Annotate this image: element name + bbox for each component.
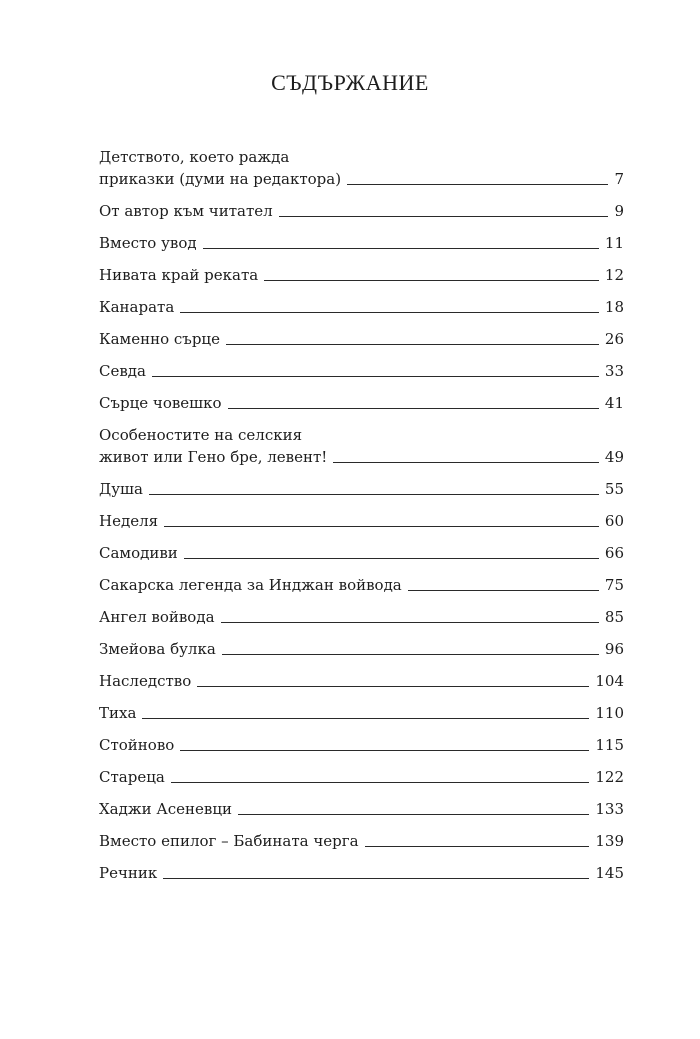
- toc-entry[interactable]: [99, 328, 624, 350]
- toc-entry-title: Севда: [99, 362, 146, 380]
- toc-entry-title: Каменно сърце: [99, 330, 220, 348]
- toc-leader-line: [264, 279, 599, 281]
- toc-entry[interactable]: [99, 862, 624, 884]
- toc-entry[interactable]: [99, 424, 624, 468]
- toc-entry[interactable]: [99, 766, 624, 788]
- toc-entry-title: Нивата край реката: [99, 266, 259, 284]
- toc-entry[interactable]: [99, 830, 624, 852]
- toc-leader-line: [279, 215, 609, 217]
- toc-page-number: 11: [604, 234, 624, 252]
- toc-entry-title: От автор към читател: [99, 202, 273, 220]
- toc-page-number: 26: [604, 330, 624, 348]
- toc-entry-title: Речник: [99, 864, 158, 882]
- toc-page-number: 49: [604, 448, 624, 466]
- toc-page-number: 110: [595, 704, 624, 722]
- toc-entry-title: Вместо увод: [99, 234, 197, 252]
- toc-leader-line: [163, 877, 589, 879]
- toc-entry[interactable]: [99, 734, 624, 756]
- toc-page-number: 33: [604, 362, 624, 380]
- toc-page-number: 104: [595, 672, 624, 690]
- toc-entry-title: Канарата: [99, 298, 175, 316]
- toc-leader-line: [164, 525, 599, 527]
- toc-entry[interactable]: [99, 510, 624, 532]
- toc-entry-title-line1: Особеностите на селския: [99, 426, 303, 444]
- toc-leader-line: [365, 845, 590, 847]
- toc-entry-title-line1: Детството, което ражда: [99, 148, 290, 166]
- toc-entry[interactable]: [99, 606, 624, 628]
- toc-entry[interactable]: [99, 702, 624, 724]
- toc-entry-title: Сакарска легенда за Инджан войвода: [99, 576, 402, 594]
- toc-leader-line: [197, 685, 589, 687]
- toc-entry[interactable]: [99, 574, 624, 596]
- toc-entry-title: Самодиви: [99, 544, 178, 562]
- toc-page-number: 7: [614, 170, 624, 188]
- toc-entry[interactable]: [99, 798, 624, 820]
- toc-leader-line: [226, 343, 599, 345]
- toc-page-number: 122: [595, 768, 624, 786]
- toc-entry-title: Неделя: [99, 512, 159, 530]
- toc-entry-title: приказки (думи на редактора): [99, 170, 342, 188]
- toc-leader-line: [180, 749, 589, 751]
- toc-leader-line: [149, 493, 599, 495]
- toc-leader-line: [142, 717, 589, 719]
- toc-page-number: 18: [604, 298, 624, 316]
- toc-entry-title: Наследство: [99, 672, 192, 690]
- toc-entry[interactable]: [99, 638, 624, 660]
- toc-entry-title: Стойново: [99, 736, 175, 754]
- table-of-contents: [99, 146, 624, 894]
- toc-leader-line: [171, 781, 590, 783]
- toc-page-number: 55: [604, 480, 624, 498]
- toc-entry-title: Душа: [99, 480, 143, 498]
- toc-page-number: 75: [604, 576, 624, 594]
- toc-leader-line: [333, 461, 599, 463]
- toc-leader-line: [184, 557, 599, 559]
- toc-leader-line: [408, 589, 599, 591]
- toc-entry-title: Ангел войвода: [99, 608, 215, 626]
- toc-leader-line: [222, 653, 599, 655]
- toc-leader-line: [221, 621, 599, 623]
- toc-page-number: 60: [604, 512, 624, 530]
- toc-leader-line: [228, 407, 599, 409]
- toc-entry-title: Вместо епилог – Бабината черга: [99, 832, 359, 850]
- toc-entry[interactable]: [99, 360, 624, 382]
- page-title: СЪДЪРЖАНИЕ: [271, 70, 429, 95]
- toc-entry-title: живот или Гено бре, левент!: [99, 448, 328, 466]
- toc-entry[interactable]: [99, 542, 624, 564]
- toc-page-number: 12: [604, 266, 624, 284]
- toc-page-number: 145: [595, 864, 624, 882]
- toc-page-number: 115: [595, 736, 624, 754]
- toc-page-number: 139: [595, 832, 624, 850]
- toc-leader-line: [238, 813, 589, 815]
- toc-entry[interactable]: [99, 264, 624, 286]
- toc-page-number: 66: [604, 544, 624, 562]
- toc-entry-title: Хаджи Асеневци: [99, 800, 233, 818]
- toc-entry-title: Сърце човешко: [99, 394, 222, 412]
- toc-entry[interactable]: [99, 478, 624, 500]
- toc-entry[interactable]: [99, 232, 624, 254]
- toc-leader-line: [347, 183, 608, 185]
- toc-page-number: 96: [604, 640, 624, 658]
- toc-entry[interactable]: [99, 146, 624, 190]
- toc-entry-title: Тиха: [99, 704, 137, 722]
- toc-page-number: 85: [604, 608, 624, 626]
- toc-entry[interactable]: [99, 296, 624, 318]
- toc-leader-line: [203, 247, 599, 249]
- toc-page-number: 133: [595, 800, 624, 818]
- toc-entry[interactable]: [99, 670, 624, 692]
- toc-entry[interactable]: [99, 392, 624, 414]
- toc-page-number: 41: [604, 394, 624, 412]
- toc-leader-line: [180, 311, 599, 313]
- toc-entry-title: Змейова булка: [99, 640, 216, 658]
- toc-entry[interactable]: [99, 200, 624, 222]
- toc-entry-title: Стареца: [99, 768, 165, 786]
- toc-page-number: 9: [614, 202, 624, 220]
- toc-leader-line: [152, 375, 599, 377]
